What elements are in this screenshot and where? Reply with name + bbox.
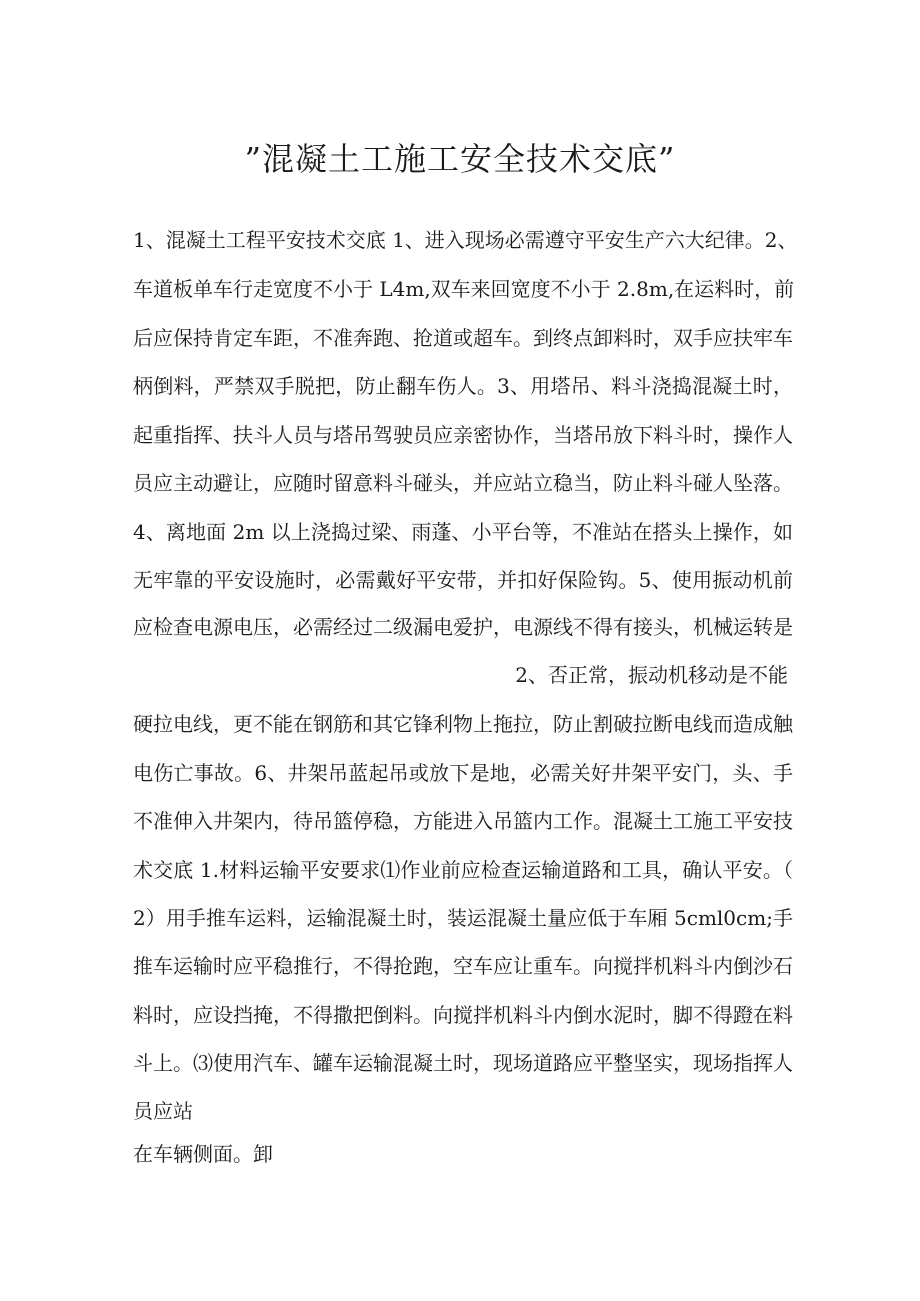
body-line-6: 员应主动避让，应随时留意料斗碰头，并应站立稳当，防止料斗碰人坠落。 [133, 471, 793, 495]
body-line-13: 不准伸入井架内，待吊篮停稳，方能进入吊篮内工作。混凝土工施工平安技 [133, 809, 793, 833]
body-line-9: 应检查电源电压，必需经过二级漏电爱护，电源线不得有接头，机械运转是 [133, 615, 793, 639]
body-line-4: 柄倒料，严禁双手脱把，防止翻车伤人。3、用塔吊、料斗浇捣混凝土时， [133, 374, 793, 398]
body-line-17: 料时，应设挡掩，不得撒把倒料。向搅拌机料斗内倒水泥时，脚不得蹬在料 [133, 1003, 793, 1027]
body-line-19: 员应站 [133, 1099, 193, 1123]
body-line-7: 4、离地面 2m 以上浇捣过梁、雨蓬、小平台等，不准站在搭头上操作，如 [133, 520, 793, 544]
body-line-16: 推车运输时应平稳推行，不得抢跑，空车应让重车。向搅拌机料斗内倒沙石 [133, 954, 793, 978]
body-line-15: 2）用手推车运料，运输混凝土时，装运混凝土量应低于车厢 5cml0cm;手 [133, 906, 793, 930]
body-line-1: 1、混凝土工程平安技术交底 1、进入现场必需遵守平安生产六大纪律。2、 [133, 228, 798, 252]
body-line-5: 起重指挥、扶斗人员与塔吊驾驶员应亲密协作，当塔吊放下料斗时，操作人 [133, 423, 793, 447]
body-line-12: 电伤亡事故。6、井架吊蓝起吊或放下是地，必需关好井架平安门，头、手 [133, 761, 793, 785]
document-title: ”混凝土工施工安全技术交底” [244, 140, 676, 178]
body-line-14: 术交底 1.材料运输平安要求⑴作业前应检查运输道路和工具，确认平安。（ [133, 858, 793, 882]
body-line-8: 无牢靠的平安设施时，必需戴好平安带，并扣好保险钩。5、使用振动机前 [133, 568, 793, 592]
body-line-11: 硬拉电线，更不能在钢筋和其它锋利物上拖拉，防止割破拉断电线而造成触 [133, 712, 793, 736]
body-line-2: 车道板单车行走宽度不小于 L4m,双车来回宽度不小于 2.8m,在运料时，前 [133, 277, 795, 301]
body-line-10: 2、否正常，振动机移动是不能 [515, 663, 788, 687]
body-line-18: 斗上。⑶使用汽车、罐车运输混凝土时，现场道路应平整坚实，现场指挥人 [133, 1051, 793, 1075]
body-line-20: 在车辆侧面。卸 [133, 1142, 273, 1166]
body-line-3: 后应保持肯定车距，不准奔跑、抢道或超车。到终点卸料时，双手应扶牢车 [133, 326, 793, 350]
